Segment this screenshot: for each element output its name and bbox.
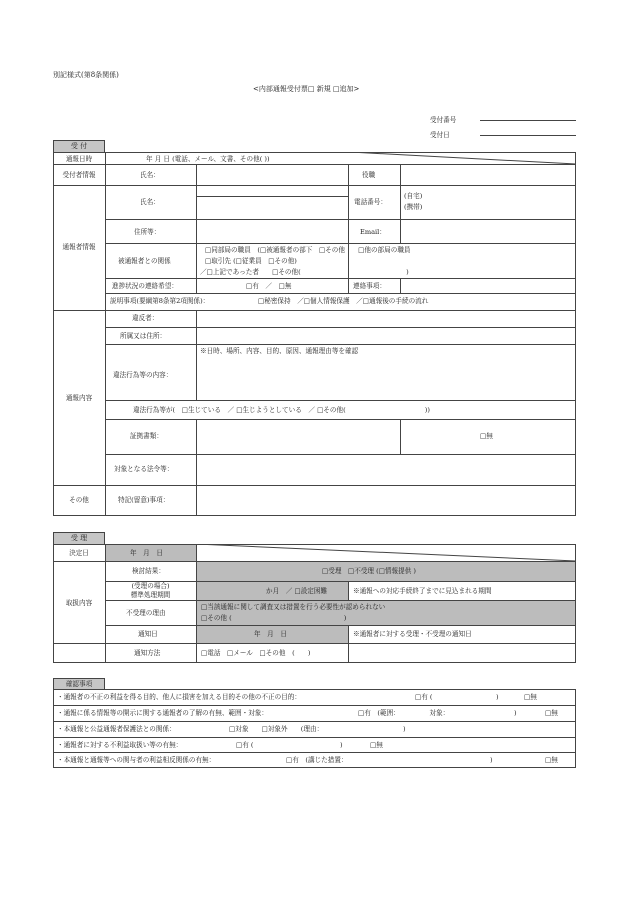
confirm-row-option-yes[interactable]: □有 (: [236, 741, 254, 749]
explain-label: 説明事項(要綱第8条第2項関係)：: [110, 297, 210, 305]
confirm-row-text: ・通報に係る情報等の開示に関する通報者の了解の有無、範囲・対象：: [57, 709, 268, 717]
progress-label: 進捗状況の連絡希望：: [112, 282, 178, 290]
reception-tab: 受 付: [53, 140, 105, 152]
standard-value[interactable]: か月 ／ □設定困難: [266, 587, 328, 595]
relation-label: 被通報者との関係: [118, 257, 171, 265]
processing-tab: 受 理: [53, 532, 105, 544]
confirm-row-text: ・本通報と公益通報者保護法との関係：: [57, 725, 176, 733]
form-label: 別記様式(第8条関係): [53, 71, 119, 79]
contact-label: 連絡事項：: [353, 282, 386, 290]
explain-value[interactable]: □秘密保持 ／□個人情報保護 ／□通報後の手続の流れ: [258, 297, 429, 305]
handling-label: 取扱内容: [65, 599, 93, 607]
content-label: 通報内容: [65, 394, 93, 402]
standard-note: ※通報への対応手続終了までに見込まれる期間: [353, 587, 492, 595]
confirm-row-option-yes[interactable]: □有 (範囲： 対象：: [358, 709, 450, 717]
confirm-row-text: ・本通報と通報等への関与者の利益相反関係の有無：: [57, 756, 216, 764]
progress-value[interactable]: □有 ／ □無: [246, 282, 292, 290]
standard-label-1: (受理の場合): [131, 582, 170, 590]
confirm-row-close: ): [514, 709, 517, 717]
review-value[interactable]: □受理 □不受理 (□情報提供 ): [322, 567, 416, 575]
dept-label: 所属又は住所：: [120, 332, 167, 340]
position-label: 役職: [362, 171, 376, 179]
receipt-date-field[interactable]: [480, 135, 576, 136]
act-status[interactable]: 違法行為等が( □生じている ／ □生じようとしている ／ □その他( )): [133, 406, 430, 414]
review-label: 検討結果：: [132, 567, 165, 575]
diagonal-strike: [350, 152, 576, 164]
confirm-row-close: ): [496, 693, 499, 701]
reporter-name-label: 氏名：: [140, 198, 160, 206]
confirm-row-close: ): [340, 741, 343, 749]
reject-label: 不受理の理由: [126, 609, 166, 617]
relation-line-2[interactable]: □取引先 (□従業員 □その他): [205, 257, 297, 265]
law-label: 対象となる法令等：: [114, 465, 174, 473]
other-label: その他: [69, 496, 89, 504]
decision-value[interactable]: 年 月 日: [130, 549, 163, 557]
confirm-row-option-yes[interactable]: □対象 □対象外 (理由：: [229, 725, 324, 733]
address-label: 住所等：: [134, 228, 161, 236]
receipt-number-label: 受付番号: [430, 116, 457, 124]
evidence-none[interactable]: □無: [480, 432, 493, 440]
notice-method-value[interactable]: □電話 □メール □その他 ( ): [201, 649, 311, 657]
relation-line-1[interactable]: □同部局の職員 (□被通報者の部下 □その他 □他の部局の職員: [205, 246, 411, 254]
confirm-row-close: ): [403, 725, 406, 733]
act-label: 違法行為等の内容：: [113, 371, 173, 379]
decision-label: 決定日: [69, 549, 89, 557]
report-date-value[interactable]: 年 月 日 (電話、メール、文書、その他( )): [146, 155, 270, 163]
confirm-row-option-yes[interactable]: □有 (講じた措置：: [286, 756, 348, 764]
act-note: ※日時、場所、内容、目的、原因、通報理由等を確認: [200, 347, 359, 355]
confirm-row-option-no[interactable]: □無: [524, 693, 537, 701]
confirm-row-option-no[interactable]: □無: [370, 741, 383, 749]
confirm-tab: 確認事項: [53, 678, 105, 689]
notice-method-label: 通知方法: [134, 649, 161, 657]
report-date-label: 通報日時: [65, 155, 93, 163]
email-label: Email：: [360, 228, 386, 236]
receiver-label: 受付者情報: [62, 171, 96, 179]
special-label: 特記(留意)事項：: [118, 496, 170, 504]
confirm-row-option-yes[interactable]: □有 (: [415, 693, 433, 701]
evidence-label: 証拠書類：: [130, 432, 163, 440]
decision-diagonal: [196, 544, 576, 561]
confirm-row-option-no[interactable]: □無: [545, 709, 558, 717]
reject-line-2[interactable]: □その他 ( ): [201, 614, 347, 622]
form-title: <内部通報受付票□ 新規 □追加>: [253, 85, 360, 93]
receipt-date-label: 受付日: [430, 131, 450, 139]
confirm-row-option-no[interactable]: □無: [545, 756, 558, 764]
reporter-label: 通報者情報: [62, 243, 96, 251]
phone-label: 電話番号：: [354, 198, 387, 206]
standard-label-2: 標準処理期間: [130, 591, 171, 599]
notice-date-note: ※通報者に対する受理・不受理の通知日: [353, 630, 472, 638]
phone-home: (自宅): [404, 192, 423, 200]
confirm-row-text: ・通報者に対する不利益取扱い等の有無：: [57, 741, 183, 749]
relation-line-3[interactable]: ／□上記であった者 □その他( ): [200, 268, 409, 276]
reject-line-1[interactable]: □当該通報に関して調査又は措置を行う必要性が認められない: [201, 603, 386, 611]
violator-label: 違反者：: [132, 314, 159, 322]
notice-date-label: 通知日: [138, 630, 158, 638]
confirm-row-text: ・通報者の不正の利益を得る目的、他人に損害を加える目的その他の不正の目的：: [57, 693, 301, 701]
phone-mobile: (携帯): [404, 203, 423, 211]
notice-date-value[interactable]: 年 月 日: [254, 630, 287, 638]
confirm-row-close: ): [490, 756, 493, 764]
receipt-number-field[interactable]: [480, 120, 576, 121]
receiver-name-label: 氏名：: [140, 171, 160, 179]
